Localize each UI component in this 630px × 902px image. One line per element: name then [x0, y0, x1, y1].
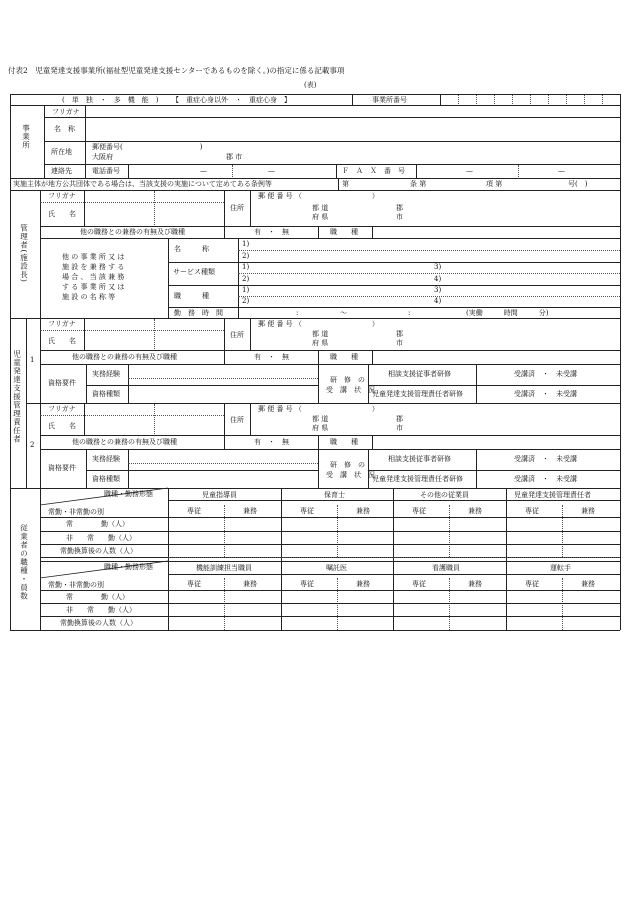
manager-other-line-2: 施 設 を 兼 務 す る — [62, 263, 125, 271]
resp2-job-label: 職 種 — [330, 438, 358, 446]
manager-other-line-3: 場 合 、 当 該 兼 務 — [62, 273, 125, 281]
service-row-1[interactable]: 1) — [242, 263, 250, 271]
staff1-header-3: その他の従業員 — [420, 491, 469, 499]
staff1-equiv-label: 常勤換算後の人数（人） — [60, 547, 137, 555]
resp2-training-2-status[interactable]: 受講済 ・ 未受講 — [514, 475, 577, 483]
staff2-header-1: 機能訓練担当職員 — [196, 564, 252, 572]
ordinance-dai: 第 — [342, 180, 349, 188]
resp1-postal[interactable]: 郵 便 番 号 （ ） — [258, 320, 379, 328]
staff2-full-label: 常 勤（人） — [66, 593, 129, 601]
staff2-part-label: 非 常 勤（人） — [66, 606, 136, 614]
manager-fuken: 府 県 — [312, 213, 329, 221]
office-fax-label: Ｆ Ａ Ｘ 番 号 — [342, 167, 405, 175]
manager-other-line-4: す る 事 業 所 又 は — [62, 283, 125, 291]
resp1-training-2: 児童発達支援管理責任者研修 — [372, 390, 463, 398]
office-contact-label: 連絡先 — [51, 167, 72, 175]
resp2-fuken: 府 県 — [312, 424, 329, 432]
job-row-3[interactable]: 3) — [434, 286, 442, 294]
resp1-gun: 郡 — [396, 330, 403, 338]
staff1-full-label: 常 勤（人） — [66, 520, 129, 528]
office-section-label: 事業所 — [21, 124, 31, 150]
service-row-4[interactable]: 4) — [434, 275, 442, 283]
ordinance-jo: 条 第 — [410, 180, 427, 188]
resp1-qual-label: 資格要件 — [48, 379, 76, 387]
staff2-full-row[interactable] — [169, 591, 619, 603]
manager-section-label: 管理者(施設長) — [19, 224, 29, 283]
resp2-training-1: 相談支援従事者研修 — [388, 455, 451, 463]
resp2-training-label-2: 受 講 状 況 — [326, 471, 375, 479]
hours-tilde: 〜 — [340, 309, 347, 317]
resp2-training-2: 児童発達支援管理責任者研修 — [372, 475, 463, 483]
resp1-training-1: 相談支援従事者研修 — [388, 370, 451, 378]
office-no-label: 事業所番号 — [372, 96, 407, 104]
staff1-part-row[interactable] — [169, 532, 619, 544]
staff2-ken-4: 兼務 — [581, 580, 595, 588]
service-row-2[interactable]: 2) — [242, 275, 250, 283]
staff1-ken-3: 兼務 — [468, 507, 482, 515]
staff2-ken-3: 兼務 — [468, 580, 482, 588]
resp2-address-label: 住所 — [230, 416, 244, 424]
staff2-header-3: 看護職員 — [432, 564, 460, 572]
staff2-equiv-row[interactable] — [169, 617, 619, 629]
office-name-label: 名 称 — [54, 125, 75, 133]
form-title: 付表2 児童発達支援事業所(福祉型児童発達支援センターであるものを除く。)の指定に係る記載事項 — [8, 66, 345, 75]
staff2-part-row[interactable] — [169, 604, 619, 616]
manager-hours-label: 勤 務 時 間 — [174, 309, 223, 317]
job-row-1[interactable]: 1) — [242, 286, 250, 294]
resp1-name-label: 氏 名 — [48, 337, 76, 345]
resp2-name-label: 氏 名 — [48, 422, 76, 430]
hours-actual[interactable]: (実働 時間 分) — [466, 309, 549, 317]
resp2-qual-label: 資格要件 — [48, 464, 76, 472]
resp2-dual-label: 他の職務との兼務の有無及び職種 — [72, 438, 177, 446]
resp1-yesno[interactable]: 有 ・ 無 — [254, 353, 289, 361]
responsible-1-no: 1 — [30, 356, 35, 364]
manager-job-label: 職 種 — [330, 228, 358, 236]
name-row-1[interactable]: 1) — [242, 240, 250, 248]
staff1-sen-4: 専従 — [525, 507, 539, 515]
resp1-training-label-2: 受 講 状 況 — [326, 386, 375, 394]
staff2-sen-1: 専従 — [187, 580, 201, 588]
staff1-sen-2: 専従 — [300, 507, 314, 515]
ordinance-label: 実施主体が地方公共団体である場合は、当該支援の実施について定めてある条例等 — [13, 180, 272, 188]
staff2-diag-bottom: 常勤・非常勤の別 — [48, 581, 104, 589]
staff1-sen-3: 専従 — [412, 507, 426, 515]
hours-start[interactable]: : — [296, 309, 299, 317]
target-type[interactable]: 【 重症心身以外 ・ 重症心身 】 — [172, 96, 291, 104]
manager-other-name-label: 名 称 — [174, 245, 209, 253]
staff-section-label: 従業者の職種・員数 — [19, 524, 29, 601]
fax-dash-2: — — [558, 167, 565, 175]
office-city: 郡 市 — [226, 153, 243, 161]
office-phone-label: 電話番号 — [92, 167, 120, 175]
resp2-qualtype-label: 資格種類 — [92, 475, 120, 483]
staff1-ken-2: 兼務 — [356, 507, 370, 515]
staff1-sen-1: 専従 — [187, 507, 201, 515]
responsible-2-no: 2 — [30, 441, 35, 449]
fax-dash-1: — — [466, 167, 473, 175]
staff1-part-label: 非 常 勤（人） — [66, 534, 136, 542]
manager-shi: 市 — [396, 213, 403, 221]
manager-furigana-label: フリガナ — [48, 192, 76, 200]
resp1-dual-label: 他の職務との兼務の有無及び職種 — [72, 353, 177, 361]
resp1-todo: 都 道 — [312, 330, 329, 338]
office-prefecture: 大阪府 — [92, 153, 113, 161]
resp2-exp-label: 実務経験 — [92, 455, 120, 463]
resp2-yesno[interactable]: 有 ・ 無 — [254, 438, 289, 446]
staff1-diag-bottom: 常勤・非常勤の別 — [48, 508, 104, 516]
resp1-training-label-1: 研 修 の — [330, 376, 365, 384]
manager-gun: 郡 — [396, 204, 403, 212]
staff2-equiv-label: 常勤換算後の人数（人） — [60, 619, 137, 627]
staff1-ken-4: 兼務 — [581, 507, 595, 515]
resp2-postal[interactable]: 郵 便 番 号 （ ） — [258, 405, 379, 413]
name-row-2[interactable]: 2) — [242, 252, 250, 260]
staff2-sen-4: 専従 — [525, 580, 539, 588]
resp1-job-label: 職 種 — [330, 353, 358, 361]
job-row-2[interactable]: 2) — [242, 297, 250, 305]
manager-name-label: 氏 名 — [48, 210, 76, 218]
office-furigana-label: フリガナ — [52, 108, 80, 116]
form-subtitle: (表) — [304, 81, 317, 89]
resp1-shi: 市 — [396, 339, 403, 347]
staff2-sen-3: 専従 — [412, 580, 426, 588]
resp1-training-2-status[interactable]: 受講済 ・ 未受講 — [514, 390, 577, 398]
resp1-fuken: 府 県 — [312, 339, 329, 347]
staff2-header-4: 運転手 — [550, 564, 571, 572]
staff1-header-4: 児童発達支援管理責任者 — [514, 491, 591, 499]
manager-postal[interactable]: 郵 便 番 号 （ ） — [258, 192, 379, 200]
staff2-sen-2: 専従 — [300, 580, 314, 588]
staff2-diag-top: 職種・勤務形態 — [104, 563, 153, 571]
resp2-gun: 郡 — [396, 415, 403, 423]
ordinance-go: 号( ) — [568, 180, 588, 188]
staff1-header-2: 保育士 — [324, 491, 345, 499]
service-row-3[interactable]: 3) — [434, 263, 442, 271]
staff1-diag-top: 職種・勤務形態 — [104, 490, 153, 498]
office-location-label: 所在地 — [51, 148, 72, 156]
office-postal[interactable]: 郵便番号( ) — [92, 143, 203, 151]
staff1-equiv-row[interactable] — [169, 545, 619, 556]
resp1-address-label: 住所 — [230, 331, 244, 339]
phone-dash-2: — — [268, 167, 275, 175]
staff1-header-1: 児童指導員 — [202, 491, 237, 499]
manager-address-label: 住所 — [230, 204, 244, 212]
manager-other-line-1: 他 の 事 業 所 又 は — [62, 253, 125, 261]
job-row-4[interactable]: 4) — [434, 297, 442, 305]
manager-yesno[interactable]: 有 ・ 無 — [254, 228, 289, 236]
resp2-training-1-status[interactable]: 受講済 ・ 未受講 — [514, 455, 577, 463]
responsible-section-label: 児童発達支援管理責任者 — [12, 350, 22, 444]
resp1-qualtype-label: 資格種類 — [92, 390, 120, 398]
staff2-header-2: 嘱託医 — [326, 564, 347, 572]
staff2-ken-2: 兼務 — [356, 580, 370, 588]
resp1-training-1-status[interactable]: 受講済 ・ 未受講 — [514, 370, 577, 378]
manager-service-label: サービス種類 — [173, 268, 215, 276]
resp2-training-label-1: 研 修 の — [330, 461, 365, 469]
staff2-ken-1: 兼務 — [243, 580, 257, 588]
staff1-ken-1: 兼務 — [243, 507, 257, 515]
manager-other-job-label: 職 種 — [174, 292, 209, 300]
ordinance-ko: 項 第 — [486, 180, 503, 188]
hours-end[interactable]: : — [408, 309, 411, 317]
operation-type[interactable]: ( 単 独 ・ 多 機 能 ) — [62, 96, 159, 104]
staff1-full-row[interactable] — [169, 518, 619, 531]
manager-dual-label: 他の職務との兼務の有無及び職種 — [80, 228, 185, 236]
resp2-furigana-label: フリガナ — [48, 405, 76, 413]
resp2-shi: 市 — [396, 424, 403, 432]
phone-dash-1: — — [200, 167, 207, 175]
resp1-furigana-label: フリガナ — [48, 320, 76, 328]
resp2-todo: 都 道 — [312, 415, 329, 423]
manager-other-line-5: 施 設 の 名 称 等 — [62, 293, 116, 301]
resp1-exp-label: 実務経験 — [92, 370, 120, 378]
manager-todo: 都 道 — [312, 204, 329, 212]
